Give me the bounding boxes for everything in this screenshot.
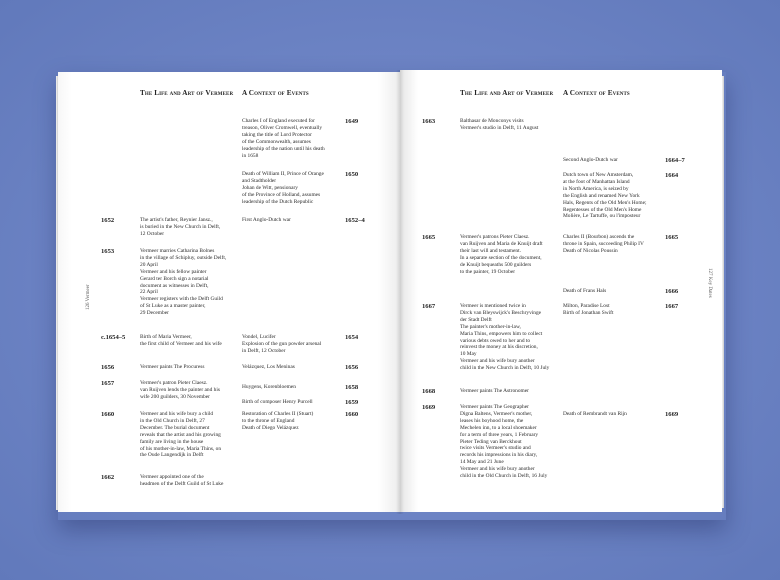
- header-context-right: A Context of Events: [563, 89, 630, 97]
- context-year: 1650: [345, 171, 359, 178]
- year: 1660: [101, 411, 115, 418]
- context-entry: Death of William II, Prince of Orange and Stadtholder Johan de Witt, pensionary of the Province of Holland, assumes leadership of the Dutch Republic: [242, 171, 324, 205]
- year: 1667: [422, 303, 436, 310]
- context-year: 1664–7: [665, 157, 685, 164]
- life-entry: Vermeer paints The Astronomer: [460, 388, 529, 394]
- book-gutter: [396, 70, 404, 514]
- context-year: 1660: [345, 411, 359, 418]
- context-entry: Second Anglo-Dutch war: [563, 157, 618, 163]
- context-entry: Restoration of Charles II (Stuart) to the throne of England Death of Diego Velázquez: [242, 411, 314, 431]
- year: 1656: [101, 364, 115, 371]
- context-year: 1666: [665, 288, 679, 295]
- context-entry: Milton, Paradise Lost Birth of Jonathan Swift: [563, 303, 614, 316]
- header-context-left: A Context of Events: [242, 89, 309, 97]
- context-year: 1669: [665, 411, 679, 418]
- context-entry: Charles II (Bourbon) ascends the throne in Spain, succeeding Philip IV Death of Nicolas Poussin: [563, 234, 644, 254]
- life-entry: Vermeer's patron Pieter Claesz. van Ruijven lends the painter and his wife 200 guilders, 30 November: [140, 380, 220, 400]
- life-entry: The artist's father, Reynier Jansz., is buried in the New Church in Delft, 12 October: [140, 217, 221, 237]
- life-entry: Vermeer's patrons Pieter Claesz. van Ruijven and Maria de Knuijt draft their last will and testament. In a separate section of the document, de Knuijt bequeaths 500 guilders to the painter, 19 October: [460, 234, 543, 275]
- context-entry: Charles I of England executed for treason, Oliver Cromwell, eventually taking the title of Lord Protector of the Commonwealth, assumes leadership of the nation until his death in 1658: [242, 118, 325, 159]
- context-entry: First Anglo-Dutch war: [242, 217, 291, 223]
- context-year: 1667: [665, 303, 679, 310]
- header-life-right: The Life and Art of Vermeer: [460, 89, 554, 97]
- year: 1669: [422, 404, 436, 411]
- year: 1653: [101, 248, 115, 255]
- left-page: [58, 72, 400, 512]
- context-entry: Vondel, Lucifer Explosion of the gun powder arsenal in Delft, 12 October: [242, 334, 322, 354]
- year: 1662: [101, 474, 115, 481]
- context-entry: Death of Rembrandt van Rijn: [563, 411, 627, 417]
- context-year: 1664: [665, 172, 679, 179]
- life-entry: Vermeer paints The Procuress: [140, 364, 205, 370]
- life-entry: Birth of Maria Vermeer, the first child of Vermeer and his wife: [140, 334, 222, 347]
- context-entry: Death of Frans Hals: [563, 288, 607, 294]
- life-entry: Vermeer appointed one of the headmen of the Delft Guild of St Luke: [140, 474, 224, 487]
- header-life-left: The Life and Art of Vermeer: [140, 89, 234, 97]
- year: 1663: [422, 118, 436, 125]
- folio-right: 127 Key Dates: [707, 268, 712, 298]
- life-entry: Vermeer paints The Geographer Digna Baltens, Vermeer's mother, leases his boyhood home, the Mechelen inn, to a local shoemaker for a term of three years, 1 February Pieter Teding van Berckhout twice visits Vermeer's studio and records his impressions in his diary, 14 May and 21 June Vermeer and his wife bury another child in the Old Church in Delft, 16 July: [460, 404, 548, 480]
- context-entry: Huygens, Korenbloemen Birth of composer Henry Purcell: [242, 384, 313, 405]
- life-entry: Balthasar de Monconys visits Vermeer's studio in Delft, 11 August: [460, 118, 539, 131]
- folio-left: 126 Vermeer: [86, 284, 91, 310]
- life-entry: Vermeer marries Catharina Bolnes in the village of Schipluy, outside Delft, 20 April Vermeer and his fellow painter Gerard ter Borch sign a notarial document as witnesses in Delft, 22 April Vermeer registers with the Delft Guild of St Luke as a master painter, 29 December: [140, 248, 227, 317]
- context-entry: Velázquez, Los Meninas: [242, 364, 295, 370]
- year: 1668: [422, 388, 436, 395]
- context-year: 1665: [665, 234, 679, 241]
- life-entry: Vermeer is mentioned twice in Dirck van Bleyswijck's Beschryvinge der Stadt Delft The painter's mother-in-law, Maria Thins, empowers him to collect various debts owed to her and to reinvest the money at his discretion, 10 May Vermeer and his wife bury another child in the New Church in Delft, 10 July: [460, 303, 550, 372]
- year: 1665: [422, 234, 436, 241]
- context-year: 1654: [345, 334, 359, 341]
- year: c.1654–5: [101, 334, 126, 341]
- year: 1652: [101, 217, 115, 224]
- context-year: 1649: [345, 118, 359, 125]
- context-year: 1656: [345, 364, 359, 371]
- year: 1657: [101, 380, 115, 387]
- context-year: 1658 1659: [345, 384, 359, 406]
- context-year: 1652–4: [345, 217, 365, 224]
- context-entry: Dutch town of New Amsterdam, at the foot of Manhattan Island in North America, is seized by the English and renamed New York Hals, Regents of the Old Men's Home; Regentesses of the Old Men's Home Molière, Le Tartuffe, ou l'imposteur: [563, 172, 647, 220]
- life-entry: Vermeer and his wife bury a child in the Old Church in Delft, 27 December. The burial document reveals that the artist and his growing family are living in the house of his mother-in-law, Maria Thins, on the Oude Langendijk in Delft: [140, 411, 222, 459]
